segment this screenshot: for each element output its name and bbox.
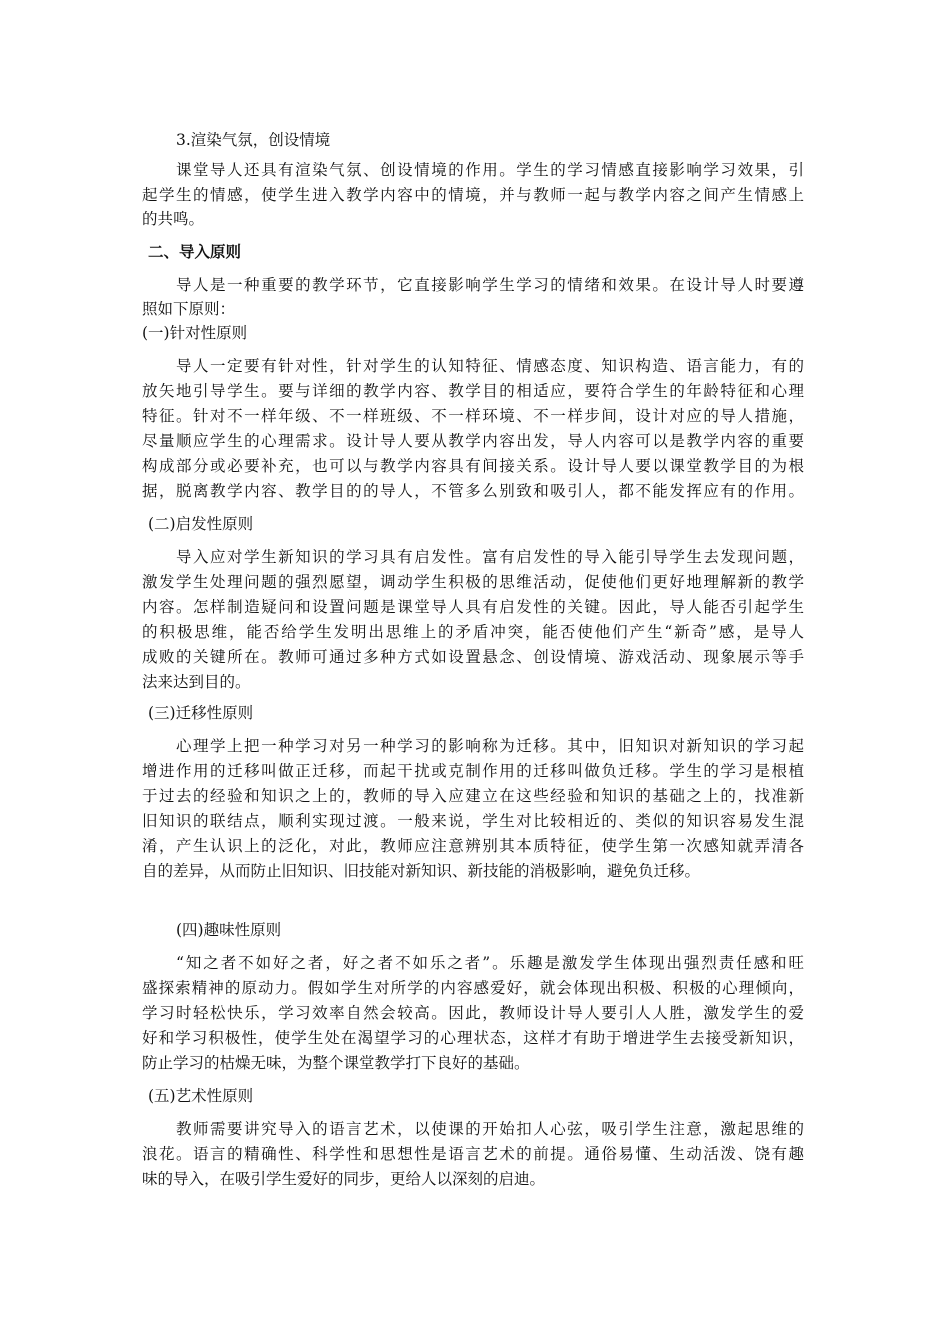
p3-line: 淆，产生认识上的泛化，对此，教师应注意辨别其本质特征，使学生第一次感知就弄清各 <box>142 837 804 855</box>
p2-line: 法来达到目的。 <box>142 673 251 691</box>
section3-line: 课堂导人还具有渲染气氛、创设情境的作用。学生的学习情感直接影响学习效果，引 <box>176 161 804 179</box>
principles-intro-line: 照如下原则： <box>142 300 236 318</box>
p5-heading: (五)艺术性原则 <box>148 1087 254 1105</box>
section3-line: 的共鸣。 <box>142 210 205 228</box>
p2-line: 内容。怎样制造疑问和设置问题是课堂导人具有启发性的关键。因此，导人能否引起学生 <box>142 598 804 616</box>
principles-intro-line: 导人是一种重要的教学环节，它直接影响学生学习的情绪和效果。在设计导人时要遵 <box>176 276 804 294</box>
p4-line: 好和学习积极性，使学生处在渴望学习的心理状态，这样才有助于增进学生去接受新知识， <box>142 1029 804 1047</box>
p1-heading: (一)针对性原则 <box>142 324 248 342</box>
section3-line: 起学生的情感，使学生进入教学内容中的情境，并与教师一起与教学内容之间产生情感上 <box>142 186 804 204</box>
p1-line: 放矢地引导学生。要与详细的教学内容、教学目的相适应，要符合学生的年龄特征和心理 <box>142 382 804 400</box>
p4-line: 盛探索精神的原动力。假如学生对所学的内容感爱好，就会体现出积极、积极的心理倾向， <box>142 979 804 997</box>
p1-line: 特征。针对不一样年级、不一样班级、不一样环境、不一样步间，设计对应的导人措施， <box>142 407 804 425</box>
p5-line: 教师需要讲究导入的语言艺术，以使课的开始扣人心弦，吸引学生注意，激起思维的 <box>176 1120 804 1138</box>
p3-heading: (三)迁移性原则 <box>148 704 254 722</box>
p5-line: 味的导入，在吸引学生爱好的同步，更给人以深刻的启迪。 <box>142 1170 546 1188</box>
p1-line: 构成部分或必要补充，也可以与教学内容具有间接关系。设计导人要以课堂教学目的为根 <box>142 457 804 475</box>
p2-line: 激发学生处理问题的强烈愿望，调动学生积极的思维活动，促使他们更好地理解新的教学 <box>142 573 804 591</box>
p3-line: 增进作用的迁移叫做正迁移，而起干扰或克制作用的迁移叫做负迁移。学生的学习是根植 <box>142 762 804 780</box>
p3-line: 于过去的经验和知识之上的，教师的导入应建立在这些经验和知识的基础之上的，找准新 <box>142 787 804 805</box>
principles-heading: 二、导入原则 <box>148 243 242 261</box>
p5-line: 浪花。语言的精确性、科学性和思想性是语言艺术的前提。通俗易懂、生动活泼、饶有趣 <box>142 1145 804 1163</box>
p2-heading: (二)启发性原则 <box>148 515 254 533</box>
p1-line: 据，脱离教学内容、教学目的的导人，不管多么别致和吸引人，都不能发挥应有的作用。 <box>142 482 804 500</box>
p2-line: 导入应对学生新知识的学习具有启发性。富有启发性的导入能引导学生去发现问题， <box>176 548 804 566</box>
p3-line: 自的差异，从而防止旧知识、旧技能对新知识、新技能的消极影响，避免负迁移。 <box>142 862 701 880</box>
p4-line: “知之者不如好之者，好之者不如乐之者”。乐趣是激发学生体现出强烈责任感和旺 <box>176 954 804 972</box>
section3-heading: 3.渲染气氛，创设情境 <box>176 131 331 149</box>
p3-line: 旧知识的联结点，顺利实现过渡。一般来说，学生对比较相近的、类似的知识容易发生混 <box>142 812 804 830</box>
p4-line: 学习时轻松快乐，学习效率自然会较高。因此，教师设计导人要引人人胜，激发学生的爱 <box>142 1004 804 1022</box>
p4-heading: (四)趣味性原则 <box>176 921 282 939</box>
p2-line: 成败的关键所在。教师可通过多种方式如设置悬念、创设情境、游戏活动、现象展示等手 <box>142 648 804 666</box>
p2-line: 的积极思维，能否给学生发明出思维上的矛盾冲突，能否使他们产生“新奇”感，是导人 <box>142 623 804 641</box>
p1-line: 尽量顺应学生的心理需求。设计导人要从教学内容出发，导人内容可以是教学内容的重要 <box>142 432 804 450</box>
p4-line: 防止学习的枯燥无味，为整个课堂教学打下良好的基础。 <box>142 1054 530 1072</box>
p1-line: 导人一定要有针对性，针对学生的认知特征、情感态度、知识构造、语言能力，有的 <box>176 357 804 375</box>
p3-line: 心理学上把一种学习对另一种学习的影响称为迁移。其中，旧知识对新知识的学习起 <box>176 737 804 755</box>
